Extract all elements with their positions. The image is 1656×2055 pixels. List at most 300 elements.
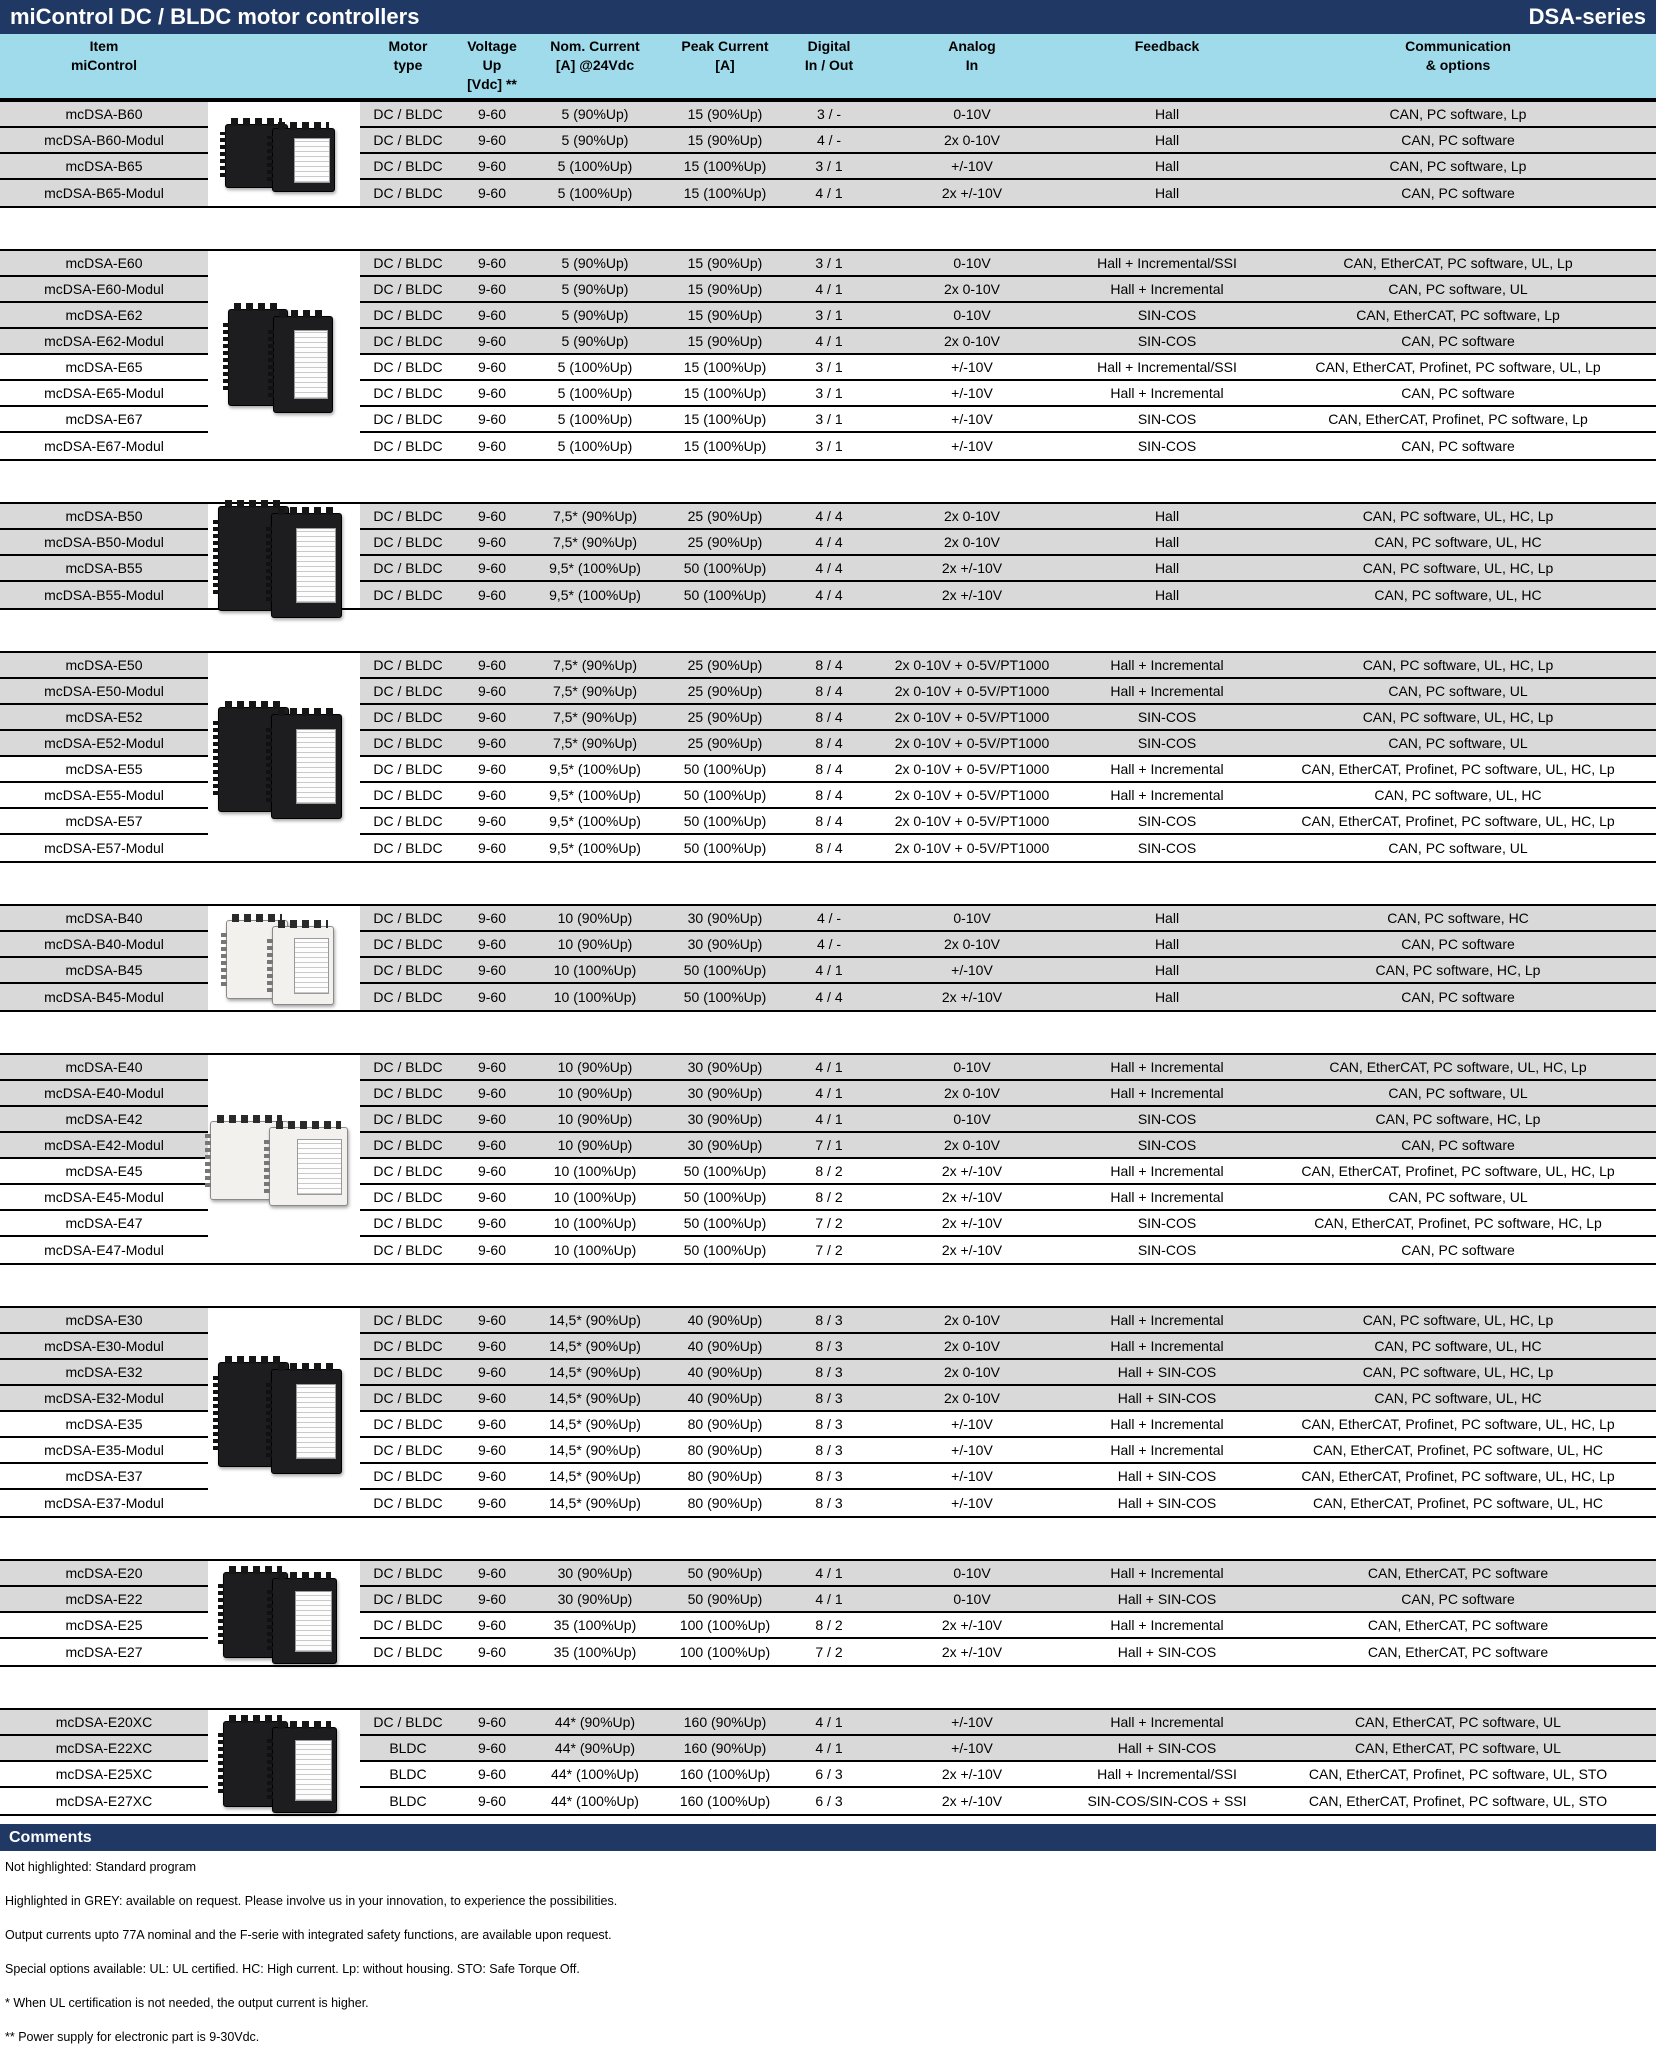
cell-motor-type: DC / BLDC: [360, 1561, 456, 1587]
cell-digital-io: 3 / 1: [788, 355, 870, 381]
cell-nom-current: 9,5* (100%Up): [528, 809, 662, 835]
cell-motor-type: DC / BLDC: [360, 835, 456, 861]
cell-motor-type: DC / BLDC: [360, 1490, 456, 1516]
cell-nom-current: 5 (100%Up): [528, 355, 662, 381]
cell-voltage: 9-60: [456, 984, 528, 1010]
product-image-cell: [208, 1561, 360, 1665]
cell-nom-current: 14,5* (90%Up): [528, 1412, 662, 1438]
product-image-cell: [208, 102, 360, 206]
cell-item: mcDSA-E52-Modul: [0, 731, 208, 757]
cell-item: mcDSA-E60-Modul: [0, 277, 208, 303]
cell-peak-current: 40 (90%Up): [662, 1386, 788, 1412]
cell-communication: CAN, PC software: [1260, 1133, 1656, 1159]
cell-communication: CAN, PC software, UL, HC, Lp: [1260, 1360, 1656, 1386]
column-header-line1: Communication: [1405, 38, 1511, 54]
cell-communication: CAN, EtherCAT, Profinet, PC software, UL, HC, Lp: [1260, 1464, 1656, 1490]
cell-nom-current: 7,5* (90%Up): [528, 504, 662, 530]
cell-communication: CAN, PC software: [1260, 381, 1656, 407]
cell-communication: CAN, EtherCAT, PC software: [1260, 1613, 1656, 1639]
cell-communication: CAN, PC software, UL: [1260, 277, 1656, 303]
cell-peak-current: 25 (90%Up): [662, 504, 788, 530]
cell-nom-current: 10 (100%Up): [528, 1159, 662, 1185]
cell-communication: CAN, EtherCAT, Profinet, PC software, UL, STO: [1260, 1788, 1656, 1814]
cell-item: mcDSA-E40: [0, 1055, 208, 1081]
cell-nom-current: 9,5* (100%Up): [528, 783, 662, 809]
module-label: [294, 330, 328, 399]
cell-peak-current: 25 (90%Up): [662, 731, 788, 757]
cell-peak-current: 50 (100%Up): [662, 1159, 788, 1185]
cell-analog-in: 0-10V: [870, 102, 1074, 128]
column-header-feedback: [1074, 34, 1260, 98]
cell-feedback: Hall: [1074, 154, 1260, 180]
cell-communication: CAN, PC software, UL: [1260, 1185, 1656, 1211]
cell-digital-io: 4 / 4: [788, 504, 870, 530]
cell-peak-current: 25 (90%Up): [662, 705, 788, 731]
cell-feedback: Hall + Incremental/SSI: [1074, 355, 1260, 381]
heatsink-fins: [267, 936, 273, 991]
cell-peak-current: 80 (90%Up): [662, 1412, 788, 1438]
cell-peak-current: 15 (90%Up): [662, 329, 788, 355]
cell-digital-io: 8 / 4: [788, 835, 870, 861]
cell-voltage: 9-60: [456, 407, 528, 433]
cell-digital-io: 7 / 2: [788, 1237, 870, 1263]
cell-item: mcDSA-E67-Modul: [0, 433, 208, 459]
connector-teeth: [278, 1363, 336, 1371]
cell-peak-current: 30 (90%Up): [662, 1055, 788, 1081]
cell-digital-io: 3 / -: [788, 102, 870, 128]
cell-peak-current: 50 (90%Up): [662, 1587, 788, 1613]
cell-motor-type: DC / BLDC: [360, 653, 456, 679]
column-header-digital-io: [788, 34, 870, 98]
column-header-line2: In / Out: [804, 57, 854, 73]
cell-digital-io: 4 / 1: [788, 1710, 870, 1736]
product-photo: [218, 493, 350, 619]
cell-item: mcDSA-E65-Modul: [0, 381, 208, 407]
cell-motor-type: DC / BLDC: [360, 1587, 456, 1613]
cell-motor-type: DC / BLDC: [360, 731, 456, 757]
cell-voltage: 9-60: [456, 906, 528, 932]
module-label: [294, 938, 329, 994]
cell-motor-type: DC / BLDC: [360, 1211, 456, 1237]
product-image-cell: [208, 653, 360, 861]
cell-analog-in: 2x 0-10V: [870, 1133, 1074, 1159]
cell-nom-current: 44* (100%Up): [528, 1788, 662, 1814]
connector-teeth: [278, 1572, 331, 1580]
cell-digital-io: 8 / 4: [788, 809, 870, 835]
cell-peak-current: 15 (100%Up): [662, 355, 788, 381]
cell-feedback: SIN-COS: [1074, 809, 1260, 835]
cell-feedback: Hall + SIN-COS: [1074, 1360, 1260, 1386]
cell-communication: CAN, EtherCAT, Profinet, PC software, UL, HC, Lp: [1260, 1159, 1656, 1185]
cell-nom-current: 30 (90%Up): [528, 1587, 662, 1613]
cell-peak-current: 15 (90%Up): [662, 102, 788, 128]
cell-peak-current: 50 (100%Up): [662, 1211, 788, 1237]
cell-voltage: 9-60: [456, 1107, 528, 1133]
cell-communication: CAN, EtherCAT, Profinet, PC software, UL, HC, Lp: [1260, 809, 1656, 835]
cell-peak-current: 50 (100%Up): [662, 835, 788, 861]
cell-item: mcDSA-E62-Modul: [0, 329, 208, 355]
column-header-line2: [Vdc] **: [467, 76, 517, 92]
cell-feedback: Hall: [1074, 906, 1260, 932]
cell-voltage: 9-60: [456, 1613, 528, 1639]
cell-nom-current: 5 (90%Up): [528, 303, 662, 329]
cell-digital-io: 4 / 1: [788, 1587, 870, 1613]
comment-line: Output currents upto 77A nominal and the F-serie with integrated safety functions, are available upon request.: [5, 1928, 612, 1942]
cell-digital-io: 3 / 1: [788, 433, 870, 459]
cell-peak-current: 100 (100%Up): [662, 1613, 788, 1639]
cell-item: mcDSA-B55-Modul: [0, 582, 208, 608]
heatsink-fins: [213, 519, 219, 593]
cell-item: mcDSA-E45-Modul: [0, 1185, 208, 1211]
column-header-nom-current: [528, 34, 662, 98]
cell-voltage: 9-60: [456, 582, 528, 608]
cell-voltage: 9-60: [456, 809, 528, 835]
cell-motor-type: DC / BLDC: [360, 1159, 456, 1185]
cell-nom-current: 10 (90%Up): [528, 1133, 662, 1159]
column-header-peak-current: [662, 34, 788, 98]
cell-peak-current: 15 (90%Up): [662, 303, 788, 329]
cell-motor-type: DC / BLDC: [360, 433, 456, 459]
cell-nom-current: 44* (90%Up): [528, 1710, 662, 1736]
column-header-line1: Analog: [948, 38, 996, 54]
module-label: [296, 528, 336, 602]
cell-feedback: Hall: [1074, 102, 1260, 128]
cell-feedback: Hall + SIN-COS: [1074, 1736, 1260, 1762]
comment-line: Not highlighted: Standard program: [5, 1860, 197, 1874]
column-header-line2: & options: [1425, 57, 1491, 73]
cell-voltage: 9-60: [456, 1490, 528, 1516]
cell-communication: CAN, EtherCAT, Profinet, PC software, UL, HC: [1260, 1490, 1656, 1516]
cell-item: mcDSA-E57-Modul: [0, 835, 208, 861]
cell-feedback: Hall + Incremental: [1074, 381, 1260, 407]
cell-feedback: SIN-COS: [1074, 329, 1260, 355]
heatsink-fins: [267, 136, 273, 181]
cell-analog-in: 2x +/-10V: [870, 1639, 1074, 1665]
cell-peak-current: 160 (90%Up): [662, 1710, 788, 1736]
cell-item: mcDSA-E30: [0, 1308, 208, 1334]
cell-digital-io: 4 / 1: [788, 180, 870, 206]
comments-list: [0, 1851, 1656, 2055]
connector-teeth: [231, 118, 282, 126]
cell-voltage: 9-60: [456, 1185, 528, 1211]
cell-nom-current: 9,5* (100%Up): [528, 757, 662, 783]
product-image-cell: [208, 1055, 360, 1263]
comment-line: Special options available: UL: UL certified. HC: High current. Lp: without housing. STO: Safe Torque Off.: [5, 1962, 580, 1976]
cell-communication: CAN, PC software, UL, HC: [1260, 1386, 1656, 1412]
cell-communication: CAN, EtherCAT, PC software, UL: [1260, 1710, 1656, 1736]
cell-item: mcDSA-E55-Modul: [0, 783, 208, 809]
cell-peak-current: 30 (90%Up): [662, 1133, 788, 1159]
cell-communication: CAN, PC software: [1260, 433, 1656, 459]
cell-item: mcDSA-E57: [0, 809, 208, 835]
cell-communication: CAN, PC software, UL: [1260, 679, 1656, 705]
column-header-line1: Feedback: [1134, 38, 1200, 54]
module-label: [295, 1591, 332, 1652]
cell-motor-type: DC / BLDC: [360, 251, 456, 277]
cell-digital-io: 4 / 1: [788, 958, 870, 984]
cell-voltage: 9-60: [456, 783, 528, 809]
cell-item: mcDSA-E62: [0, 303, 208, 329]
cell-feedback: SIN-COS: [1074, 1107, 1260, 1133]
cell-motor-type: DC / BLDC: [360, 154, 456, 180]
controller-module-dark: [271, 513, 342, 618]
cell-analog-in: +/-10V: [870, 1412, 1074, 1438]
cell-peak-current: 30 (90%Up): [662, 932, 788, 958]
product-group: [0, 1559, 1656, 1667]
heatsink-fins: [223, 321, 229, 389]
cell-communication: CAN, EtherCAT, Profinet, PC software, UL, STO: [1260, 1762, 1656, 1788]
cell-digital-io: 8 / 4: [788, 705, 870, 731]
controller-module-dark: [272, 1727, 337, 1813]
cell-analog-in: +/-10V: [870, 1736, 1074, 1762]
cell-digital-io: 8 / 3: [788, 1334, 870, 1360]
column-header-line1: Nom. Current: [550, 38, 640, 54]
column-header-line2: type: [393, 57, 423, 73]
controller-module-light: [272, 926, 334, 1005]
product-group: [0, 249, 1656, 461]
module-label: [294, 138, 330, 183]
cell-communication: CAN, PC software, UL, HC: [1260, 530, 1656, 556]
cell-communication: CAN, PC software: [1260, 180, 1656, 206]
cell-feedback: Hall + Incremental: [1074, 1081, 1260, 1107]
cell-feedback: Hall + Incremental: [1074, 1710, 1260, 1736]
connector-teeth: [278, 507, 336, 515]
column-header-line2: [1165, 56, 1169, 75]
cell-item: mcDSA-E67: [0, 407, 208, 433]
controller-module-dark: [271, 1369, 342, 1474]
cell-feedback: Hall + Incremental: [1074, 679, 1260, 705]
cell-voltage: 9-60: [456, 128, 528, 154]
cell-motor-type: DC / BLDC: [360, 556, 456, 582]
cell-feedback: SIN-COS: [1074, 1133, 1260, 1159]
cell-nom-current: 10 (90%Up): [528, 1081, 662, 1107]
cell-nom-current: 10 (90%Up): [528, 1107, 662, 1133]
connector-teeth: [217, 1115, 282, 1123]
cell-analog-in: 2x +/-10V: [870, 1159, 1074, 1185]
cell-nom-current: 5 (90%Up): [528, 277, 662, 303]
heatsink-fins: [218, 1583, 224, 1643]
cell-peak-current: 50 (100%Up): [662, 783, 788, 809]
cell-item: mcDSA-E20XC: [0, 1710, 208, 1736]
cell-digital-io: 4 / 1: [788, 329, 870, 355]
module-label: [296, 1384, 336, 1458]
cell-item: mcDSA-E45: [0, 1159, 208, 1185]
cell-voltage: 9-60: [456, 1438, 528, 1464]
cell-voltage: 9-60: [456, 1308, 528, 1334]
cell-analog-in: 2x 0-10V: [870, 1081, 1074, 1107]
cell-feedback: Hall + Incremental: [1074, 1185, 1260, 1211]
cell-peak-current: 80 (90%Up): [662, 1438, 788, 1464]
cell-communication: CAN, PC software, UL: [1260, 835, 1656, 861]
connector-teeth: [225, 701, 283, 709]
cell-motor-type: DC / BLDC: [360, 277, 456, 303]
cell-motor-type: DC / BLDC: [360, 128, 456, 154]
cell-communication: CAN, PC software: [1260, 932, 1656, 958]
cell-peak-current: 160 (90%Up): [662, 1736, 788, 1762]
cell-voltage: 9-60: [456, 154, 528, 180]
cell-digital-io: 8 / 3: [788, 1412, 870, 1438]
cell-voltage: 9-60: [456, 1360, 528, 1386]
cell-communication: CAN, PC software, UL, HC, Lp: [1260, 705, 1656, 731]
column-header-row: [0, 34, 1656, 100]
cell-voltage: 9-60: [456, 1561, 528, 1587]
cell-digital-io: 4 / -: [788, 932, 870, 958]
comment-line: * When UL certification is not needed, the output current is higher.: [5, 1996, 369, 2010]
cell-digital-io: 3 / 1: [788, 407, 870, 433]
cell-analog-in: 2x 0-10V + 0-5V/PT1000: [870, 835, 1074, 861]
cell-analog-in: 2x 0-10V: [870, 1308, 1074, 1334]
cell-analog-in: 0-10V: [870, 906, 1074, 932]
column-header-line1: Voltage Up: [467, 38, 517, 73]
column-header-image-spacer: [208, 34, 360, 98]
cell-voltage: 9-60: [456, 653, 528, 679]
column-header-line2: [A] @24Vdc: [555, 57, 635, 73]
product-image-cell: [208, 1710, 360, 1814]
spec-table: [0, 100, 1656, 1816]
cell-voltage: 9-60: [456, 1412, 528, 1438]
cell-nom-current: 5 (100%Up): [528, 433, 662, 459]
cell-item: mcDSA-E20: [0, 1561, 208, 1587]
cell-voltage: 9-60: [456, 705, 528, 731]
cell-motor-type: DC / BLDC: [360, 1613, 456, 1639]
cell-nom-current: 10 (90%Up): [528, 932, 662, 958]
cell-feedback: SIN-COS: [1074, 407, 1260, 433]
cell-digital-io: 4 / 1: [788, 277, 870, 303]
cell-communication: CAN, PC software, UL: [1260, 1081, 1656, 1107]
connector-teeth: [225, 1356, 283, 1364]
cell-nom-current: 14,5* (90%Up): [528, 1490, 662, 1516]
product-group: [0, 1053, 1656, 1265]
cell-voltage: 9-60: [456, 556, 528, 582]
cell-feedback: Hall + SIN-COS: [1074, 1386, 1260, 1412]
cell-voltage: 9-60: [456, 731, 528, 757]
cell-item: mcDSA-E47: [0, 1211, 208, 1237]
cell-feedback: SIN-COS: [1074, 835, 1260, 861]
module-label: [296, 729, 336, 803]
cell-communication: CAN, PC software, UL, HC: [1260, 1334, 1656, 1360]
cell-nom-current: 10 (100%Up): [528, 1185, 662, 1211]
cell-voltage: 9-60: [456, 1587, 528, 1613]
cell-item: mcDSA-E65: [0, 355, 208, 381]
cell-motor-type: DC / BLDC: [360, 329, 456, 355]
cell-item: mcDSA-E50-Modul: [0, 679, 208, 705]
comments-section: [0, 1824, 1656, 2055]
cell-nom-current: 10 (90%Up): [528, 1055, 662, 1081]
column-header-communication: [1260, 34, 1656, 98]
cell-analog-in: 2x 0-10V: [870, 504, 1074, 530]
column-header-line2: [A]: [715, 57, 735, 73]
cell-item: mcDSA-B50-Modul: [0, 530, 208, 556]
product-group: [0, 100, 1656, 208]
cell-analog-in: 2x 0-10V: [870, 1360, 1074, 1386]
heatsink-fins: [266, 1382, 272, 1456]
cell-motor-type: DC / BLDC: [360, 705, 456, 731]
cell-peak-current: 50 (100%Up): [662, 958, 788, 984]
cell-analog-in: 2x 0-10V + 0-5V/PT1000: [870, 731, 1074, 757]
cell-analog-in: +/-10V: [870, 407, 1074, 433]
cell-motor-type: DC / BLDC: [360, 530, 456, 556]
heatsink-fins: [220, 132, 226, 177]
product-photo: [228, 297, 340, 413]
cell-digital-io: 8 / 2: [788, 1185, 870, 1211]
title-bar: [0, 0, 1656, 34]
column-header-line1: Motor: [388, 38, 428, 54]
cell-communication: CAN, PC software, HC, Lp: [1260, 958, 1656, 984]
cell-nom-current: 10 (100%Up): [528, 1237, 662, 1263]
module-label: [295, 1740, 332, 1801]
cell-motor-type: DC / BLDC: [360, 1237, 456, 1263]
cell-feedback: Hall + Incremental: [1074, 757, 1260, 783]
cell-digital-io: 7 / 2: [788, 1211, 870, 1237]
cell-voltage: 9-60: [456, 1639, 528, 1665]
cell-digital-io: 4 / 1: [788, 1736, 870, 1762]
cell-item: mcDSA-B65: [0, 154, 208, 180]
cell-communication: CAN, EtherCAT, PC software, Lp: [1260, 303, 1656, 329]
cell-analog-in: 2x +/-10V: [870, 1185, 1074, 1211]
cell-digital-io: 8 / 3: [788, 1308, 870, 1334]
cell-motor-type: DC / BLDC: [360, 1334, 456, 1360]
cell-analog-in: 2x +/-10V: [870, 1211, 1074, 1237]
column-header-line1: Digital: [807, 38, 851, 54]
cell-analog-in: 0-10V: [870, 1107, 1074, 1133]
cell-item: mcDSA-E60: [0, 251, 208, 277]
cell-motor-type: DC / BLDC: [360, 303, 456, 329]
cell-nom-current: 14,5* (90%Up): [528, 1438, 662, 1464]
cell-analog-in: 2x +/-10V: [870, 180, 1074, 206]
cell-feedback: SIN-COS: [1074, 303, 1260, 329]
cell-digital-io: 8 / 4: [788, 757, 870, 783]
cell-digital-io: 4 / -: [788, 128, 870, 154]
connector-teeth: [278, 708, 336, 716]
connector-teeth: [229, 1566, 282, 1574]
cell-peak-current: 40 (90%Up): [662, 1334, 788, 1360]
cell-nom-current: 44* (100%Up): [528, 1762, 662, 1788]
cell-item: mcDSA-E42-Modul: [0, 1133, 208, 1159]
cell-voltage: 9-60: [456, 1211, 528, 1237]
cell-feedback: Hall + SIN-COS: [1074, 1464, 1260, 1490]
cell-nom-current: 9,5* (100%Up): [528, 556, 662, 582]
cell-communication: CAN, EtherCAT, Profinet, PC software, Lp: [1260, 407, 1656, 433]
cell-item: mcDSA-B45: [0, 958, 208, 984]
cell-voltage: 9-60: [456, 102, 528, 128]
cell-communication: CAN, PC software, UL, HC: [1260, 582, 1656, 608]
cell-analog-in: 2x +/-10V: [870, 1613, 1074, 1639]
cell-feedback: Hall + Incremental: [1074, 277, 1260, 303]
cell-nom-current: 5 (100%Up): [528, 407, 662, 433]
cell-feedback: SIN-COS/SIN-COS + SSI: [1074, 1788, 1260, 1814]
column-header-motor-type: [360, 34, 456, 98]
cell-digital-io: 4 / 4: [788, 530, 870, 556]
cell-voltage: 9-60: [456, 1386, 528, 1412]
cell-analog-in: +/-10V: [870, 154, 1074, 180]
cell-analog-in: 2x 0-10V: [870, 1334, 1074, 1360]
cell-motor-type: DC / BLDC: [360, 407, 456, 433]
cell-digital-io: 8 / 3: [788, 1464, 870, 1490]
cell-voltage: 9-60: [456, 958, 528, 984]
cell-motor-type: DC / BLDC: [360, 504, 456, 530]
cell-feedback: Hall: [1074, 932, 1260, 958]
cell-analog-in: 0-10V: [870, 1587, 1074, 1613]
cell-motor-type: DC / BLDC: [360, 1464, 456, 1490]
cell-feedback: Hall + Incremental: [1074, 783, 1260, 809]
column-header-line2: In: [965, 57, 979, 73]
cell-motor-type: DC / BLDC: [360, 1639, 456, 1665]
cell-item: mcDSA-E22XC: [0, 1736, 208, 1762]
product-image-cell: [208, 504, 360, 608]
cell-motor-type: DC / BLDC: [360, 757, 456, 783]
product-group: [0, 1708, 1656, 1816]
cell-nom-current: 44* (90%Up): [528, 1736, 662, 1762]
